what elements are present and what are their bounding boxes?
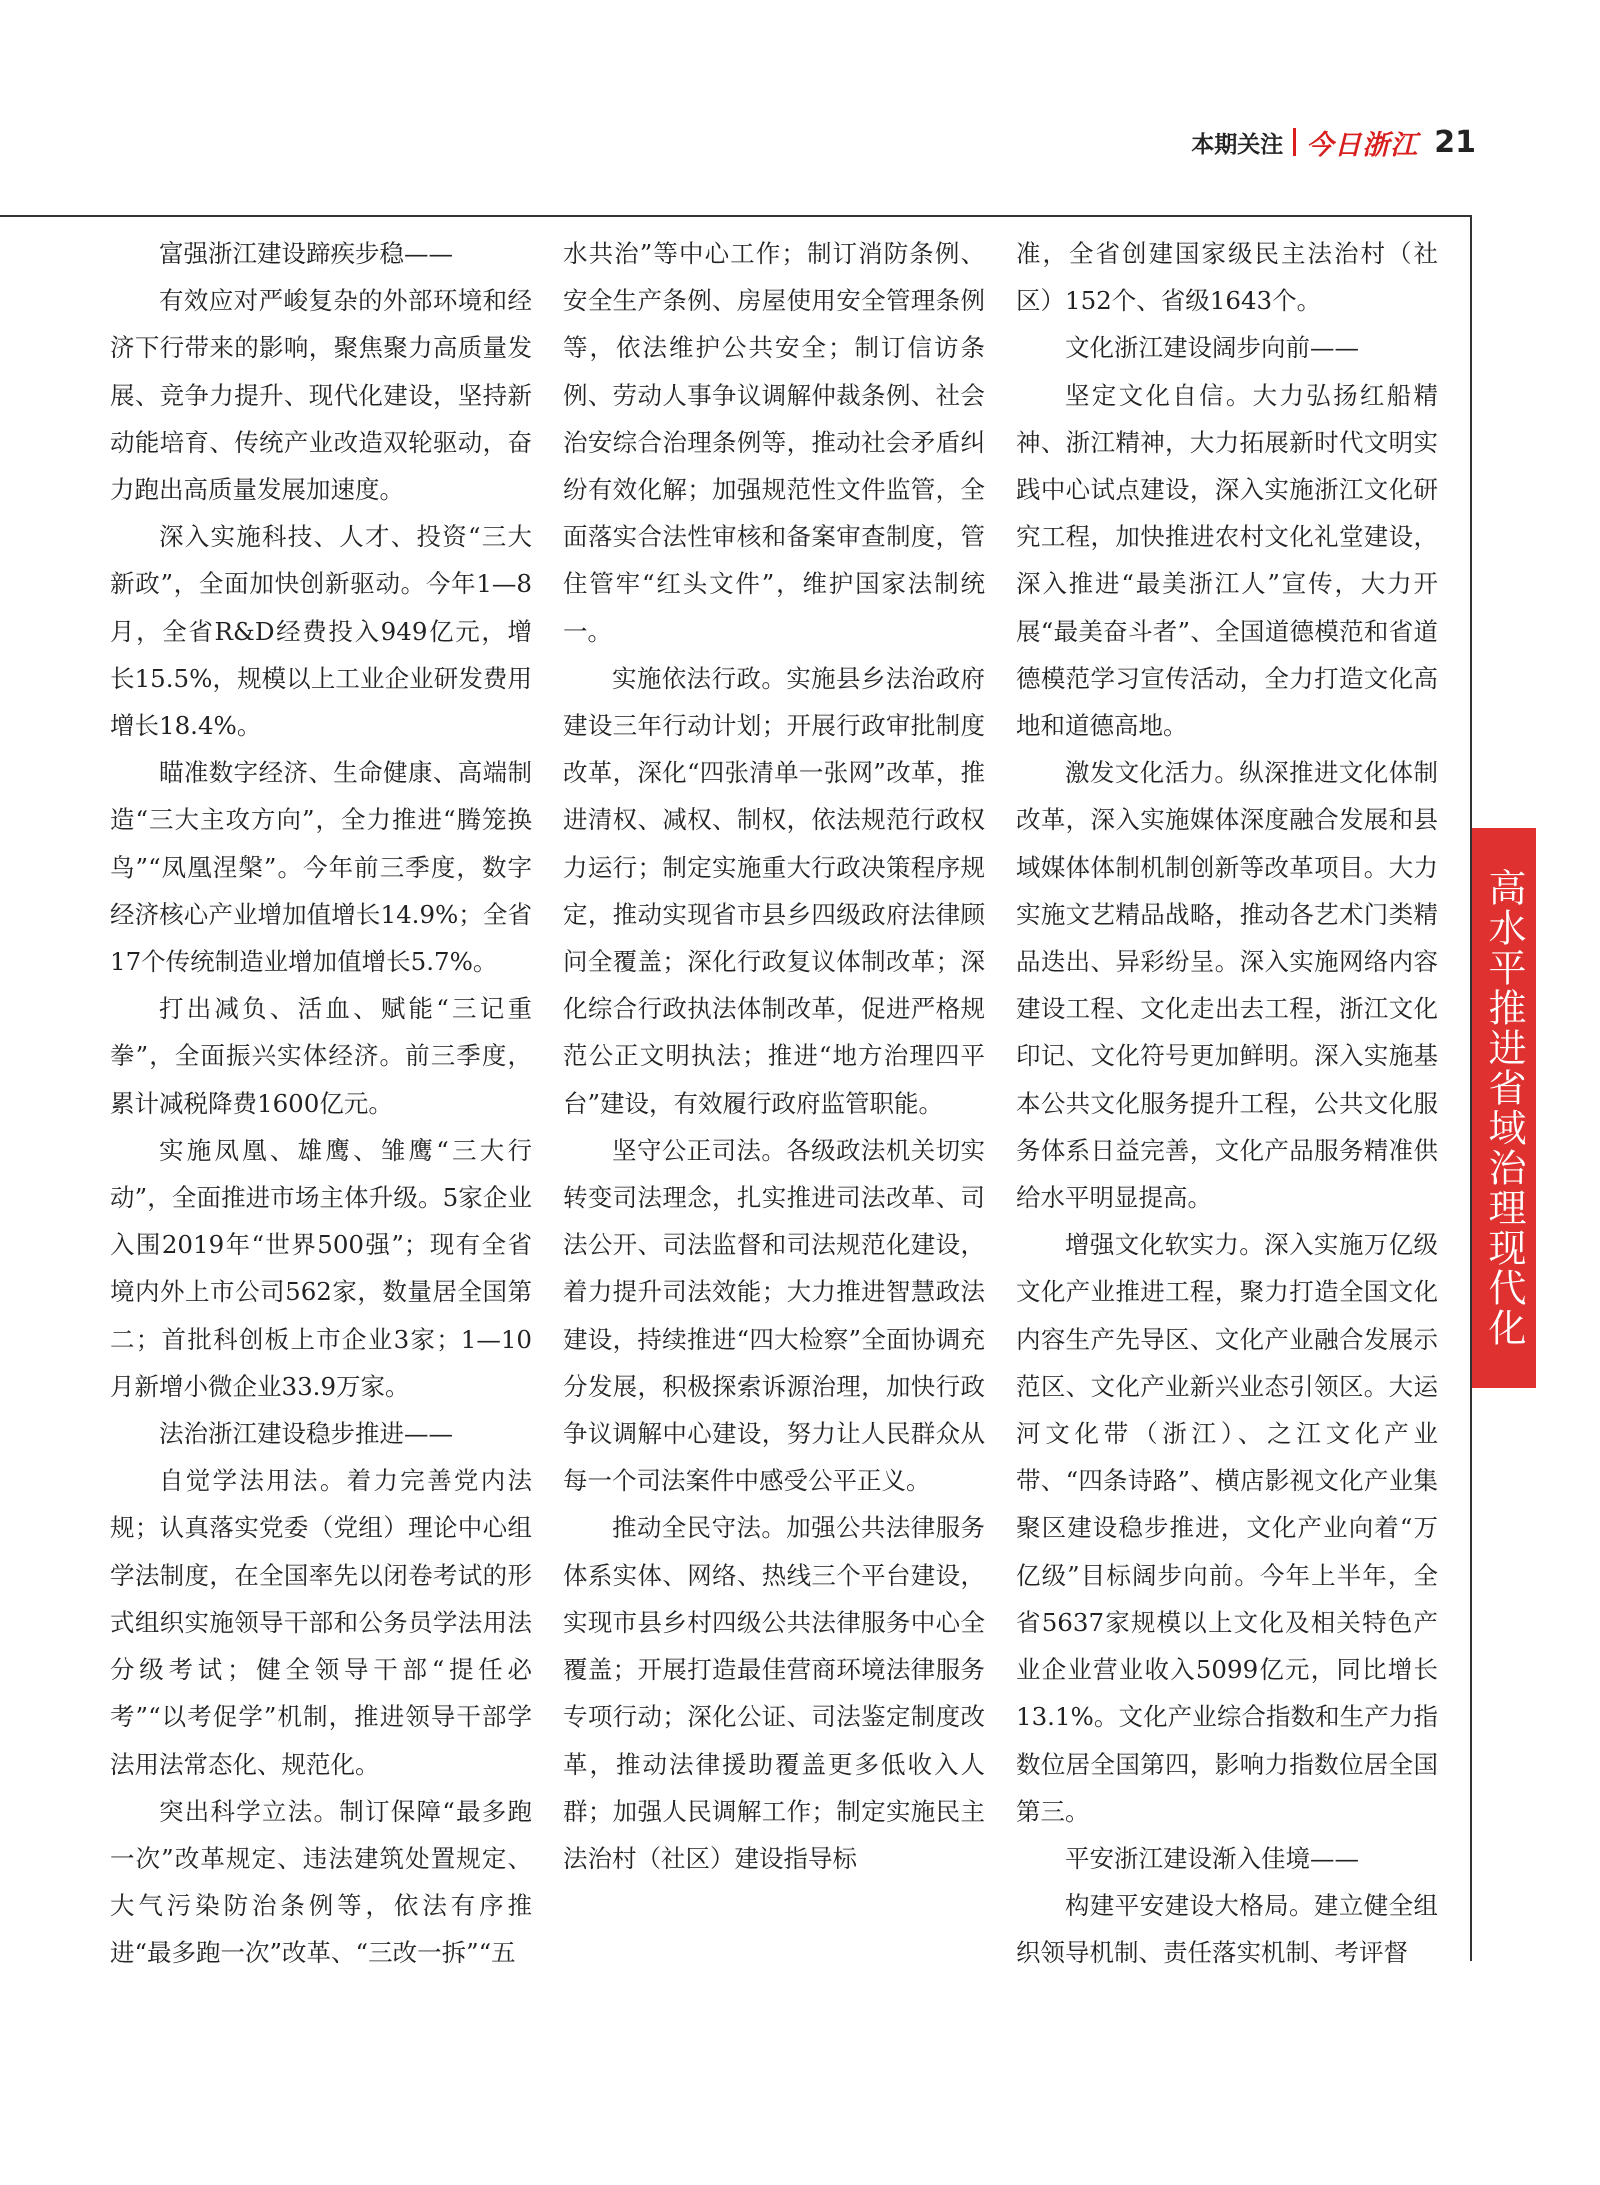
paragraph: 突出科学立法。制订保障“最多跑一次”改革规定、违法建筑处置规定、大气污染防治条例等，依法有序推进“最多跑一次”改革、“三改一拆”“五	[110, 1796, 532, 1968]
paragraph: 瞄准数字经济、生命健康、高端制造“三大主攻方向”，全力推进“腾笼换鸟”“凤凰涅槃”。今年前三季度，数字经济核心产业增加值增长14.9%；全省17个传统制造业增加值增长5.7%。	[110, 758, 532, 977]
magazine-logo: 今日浙江	[1306, 129, 1419, 161]
subsection-heading: 法治浙江建设稳步推进——	[159, 1419, 453, 1449]
paragraph-continued: 水共治”等中心工作；制订消防条例、安全生产条例、房屋使用安全管理条例等，依法维护公共安全；制订信访条例、劳动人事争议调解仲裁条例、社会治安综合治理条例等，推动社会矛盾纠纷有效化解；加强规范性文件监管，全面落实合法性审核和备案审查制度，管住管牢“红头文件”，维护国家法制统一。	[563, 239, 985, 646]
paragraph: 推动全民守法。加强公共法律服务体系实体、网络、热线三个平台建设，实现市县乡村四级公共法律服务中心全覆盖；开展打造最佳营商环境法律服务专项行动；深化公证、司法鉴定制度改革，推动法律援助覆盖更多低收入人群；加强人民调解工作；制定实施民主法治村（社区）建设指导标	[563, 1513, 985, 1873]
text-column-1	[110, 230, 532, 1977]
section-side-tab: 高水平推进省域治理现代化	[1472, 828, 1536, 1388]
paragraph: 增强文化软实力。深入实施万亿级文化产业推进工程，聚力打造全国文化内容生产先导区、文化产业融合发展示范区、文化产业新兴业态引领区。大运河文化带（浙江）、之江文化产业带、“四条诗路”、横店影视文化产业集聚区建设稳步推进，文化产业向着“万亿级”目标阔步向前。今年上半年，全省5637家规模以上文化及相关特色产业企业营业收入5099亿元，同比增长13.1%。文化产业综合指数和生产力指数位居全国第四，影响力指数位居全国第三。	[1016, 1230, 1438, 1826]
paragraph-continued: 准，全省创建国家级民主法治村（社区）152个、省级1643个。	[1016, 239, 1438, 316]
subsection-heading: 平安浙江建设渐入佳境——	[1065, 1843, 1359, 1873]
subsection-heading: 文化浙江建设阔步向前——	[1065, 333, 1359, 363]
paragraph: 实施依法行政。实施县乡法治政府建设三年行动计划；开展行政审批制度改革，深化“四张清单一张网”改革，推进清权、减权、制权，依法规范行政权力运行；制定实施重大行政决策程序规定，推动实现省市县乡四级政府法律顾问全覆盖；深化行政复议体制改革；深化综合行政执法体制改革，促进严格规范公正文明执法；推进“地方治理四平台”建设，有效履行政府监管职能。	[563, 663, 985, 1118]
page-number: 21	[1434, 124, 1476, 160]
subsection-heading: 富强浙江建设蹄疾步稳——	[159, 239, 453, 268]
section-label: 本期关注	[1191, 131, 1284, 158]
paragraph: 深入实施科技、人才、投资“三大新政”，全面加快创新驱动。今年1—8月，全省R&D经费投入949亿元，增长15.5%，规模以上工业企业研发费用增长18.4%。	[110, 522, 532, 741]
paragraph: 自觉学法用法。着力完善党内法规；认真落实党委（党组）理论中心组学法制度，在全国率先以闭卷考试的形式组织实施领导干部和公务员学法用法分级考试；健全领导干部“提任必考”“以考促学”机制，推进领导干部学法用法常态化、规范化。	[110, 1466, 532, 1779]
paragraph: 构建平安建设大格局。建立健全组织领导机制、责任落实机制、考评督	[1016, 1891, 1438, 1968]
text-column-3	[1016, 230, 1438, 1977]
paragraph: 打出减负、活血、赋能“三记重拳”，全面振兴实体经济。前三季度，累计减税降费1600亿元。	[110, 994, 532, 1118]
header-divider	[1293, 128, 1296, 156]
paragraph: 实施凤凰、雄鹰、雏鹰“三大行动”，全面推进市场主体升级。5家企业入围2019年“世界500强”；现有全省境内外上市公司562家，数量居全国第二；首批科创板上市企业3家；1—10月新增小微企业33.9万家。	[110, 1135, 532, 1401]
paragraph: 坚守公正司法。各级政法机关切实转变司法理念，扎实推进司法改革、司法公开、司法监督和司法规范化建设，着力提升司法效能；大力推进智慧政法建设，持续推进“四大检察”全面协调充分发展，积极探索诉源治理，加快行政争议调解中心建设，努力让人民群众从每一个司法案件中感受公平正义。	[563, 1135, 985, 1496]
paragraph: 坚定文化自信。大力弘扬红船精神、浙江精神，大力拓展新时代文明实践中心试点建设，深入实施浙江文化研究工程，加快推进农村文化礼堂建设，深入推进“最美浙江人”宣传，大力开展“最美奋斗者”、全国道德模范和省道德模范学习宣传活动，全力打造文化高地和道德高地。	[1016, 380, 1438, 741]
paragraph: 有效应对严峻复杂的外部环境和经济下行带来的影响，聚焦聚力高质量发展、竞争力提升、现代化建设，坚持新动能培育、传统产业改造双轮驱动，奋力跑出高质量发展加速度。	[110, 286, 532, 505]
text-column-2	[563, 230, 985, 1882]
paragraph: 激发文化活力。纵深推进文化体制改革，深入实施媒体深度融合发展和县域媒体体制机制创新等改革项目。大力实施文艺精品战略，推动各艺术门类精品迭出、异彩纷呈。深入实施网络内容建设工程、文化走出去工程，浙江文化印记、文化符号更加鲜明。深入实施基本公共文化服务提升工程，公共文化服务体系日益完善，文化产品服务精准供给水平明显提高。	[1016, 758, 1438, 1213]
page-header	[1191, 122, 1476, 162]
frame-top-rule	[0, 215, 1472, 217]
